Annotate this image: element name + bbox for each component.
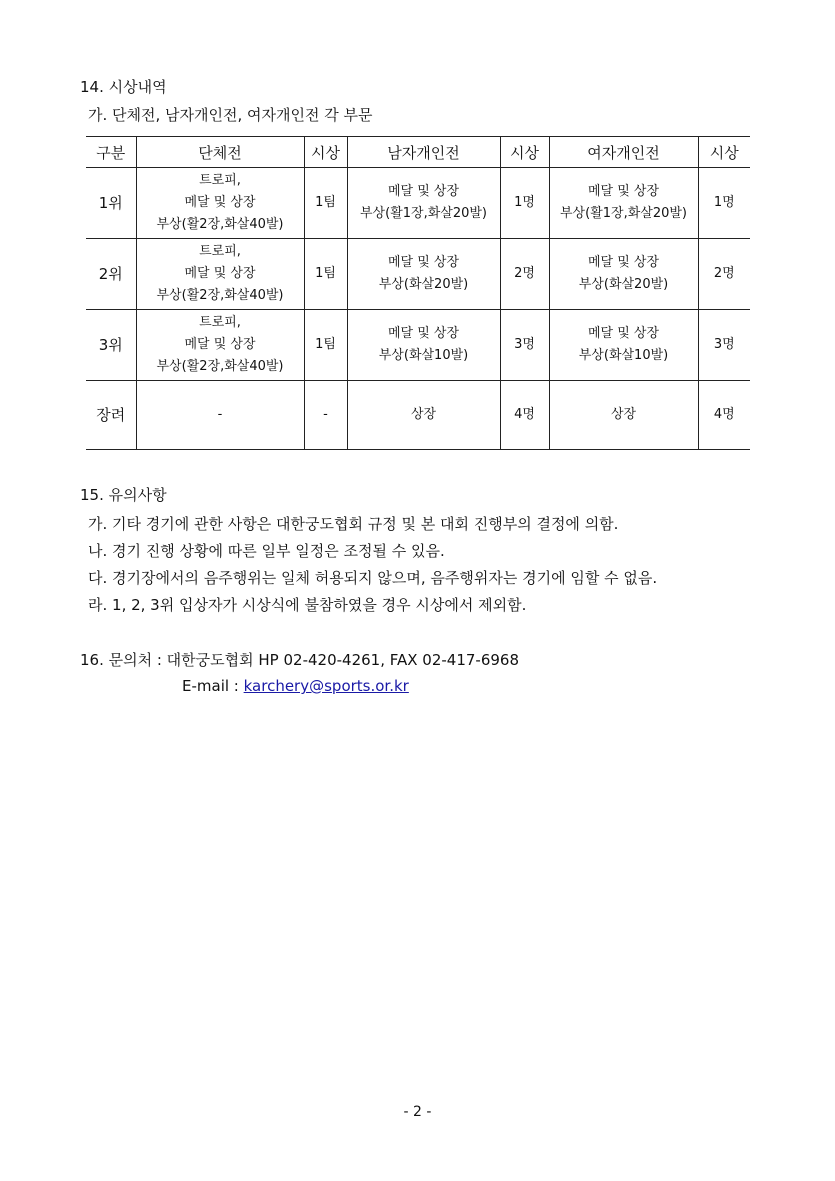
section-14-subtitle: 가. 단체전, 남자개인전, 여자개인전 각 부문 <box>88 106 373 124</box>
women-prize-cell <box>549 381 698 450</box>
header-team: 단체전 <box>136 137 304 168</box>
team-prize-line: - <box>217 407 223 422</box>
notice-item: 나. 경기 진행 상황에 따른 일부 일정은 조정될 수 있음. <box>88 542 445 560</box>
notice-item: 다. 경기장에서의 음주행위는 일체 허용되지 않으며, 음주행위자는 경기에 임할 수 없음. <box>88 569 658 587</box>
team-prize-line: 트로피, <box>199 173 241 188</box>
women-prize-line: 메달 및 상장 <box>587 255 660 270</box>
men-prize-line: 부상(화살20발) <box>378 277 469 292</box>
team-prize-line: 트로피, <box>199 315 241 330</box>
team-award-cell: 1팀 <box>304 310 347 381</box>
team-award-cell: - <box>304 381 347 450</box>
section-16-contact: 16. 문의처 : 대한궁도협회 HP 02-420-4261, FAX 02-417-6968 <box>80 651 520 669</box>
men-award-cell: 3명 <box>500 310 549 381</box>
header-men: 남자개인전 <box>347 137 500 168</box>
men-prize-cell <box>347 310 500 381</box>
women-award-cell: 1명 <box>698 168 750 239</box>
men-prize-cell <box>347 239 500 310</box>
women-prize-line: 부상(화살20발) <box>578 277 669 292</box>
men-award-cell: 1명 <box>500 168 549 239</box>
women-award-cell: 4명 <box>698 381 750 450</box>
header-women-award: 시상 <box>698 137 750 168</box>
women-prize-cell <box>549 310 698 381</box>
page-number: - 2 - <box>403 1104 432 1120</box>
table-row <box>86 239 750 310</box>
table-header-row <box>86 137 750 168</box>
men-prize-line: 상장 <box>410 407 437 422</box>
table-row <box>86 310 750 381</box>
rank-cell: 장려 <box>86 381 136 450</box>
awards-table <box>86 136 750 450</box>
women-prize-line: 메달 및 상장 <box>587 326 660 341</box>
men-award-cell: 2명 <box>500 239 549 310</box>
section-14-title: 14. 시상내역 <box>80 78 167 96</box>
email-label: E-mail : <box>182 677 244 695</box>
team-prize-line: 메달 및 상장 <box>184 195 256 210</box>
women-prize-line: 상장 <box>610 407 637 422</box>
table-row <box>86 381 750 450</box>
header-women: 여자개인전 <box>549 137 698 168</box>
table-row <box>86 168 750 239</box>
team-prize-cell <box>136 168 304 239</box>
team-award-cell: 1팀 <box>304 168 347 239</box>
rank-cell: 3위 <box>86 310 136 381</box>
notice-item: 가. 기타 경기에 관한 사항은 대한궁도협회 규정 및 본 대회 진행부의 결정에 의함. <box>88 515 619 533</box>
rank-cell: 2위 <box>86 239 136 310</box>
men-award-cell: 4명 <box>500 381 549 450</box>
team-prize-cell <box>136 239 304 310</box>
women-award-cell: 2명 <box>698 239 750 310</box>
team-prize-line: 부상(활2장,화살40발) <box>156 217 284 232</box>
email-line <box>182 677 409 695</box>
rank-cell: 1위 <box>86 168 136 239</box>
men-prize-line: 메달 및 상장 <box>387 255 460 270</box>
women-prize-line: 메달 및 상장 <box>587 184 660 199</box>
women-prize-cell <box>549 168 698 239</box>
men-prize-line: 부상(화살10발) <box>378 348 469 363</box>
men-prize-line: 메달 및 상장 <box>387 184 460 199</box>
women-award-cell: 3명 <box>698 310 750 381</box>
team-prize-cell <box>136 310 304 381</box>
header-men-award: 시상 <box>500 137 549 168</box>
notice-item: 라. 1, 2, 3위 입상자가 시상식에 불참하였을 경우 시상에서 제외함. <box>88 596 527 614</box>
email-link[interactable]: karchery@sports.or.kr <box>243 677 409 695</box>
men-prize-cell <box>347 168 500 239</box>
women-prize-line: 부상(활1장,화살20발) <box>560 206 687 221</box>
section-15-title: 15. 유의사항 <box>80 486 167 504</box>
team-award-cell: 1팀 <box>304 239 347 310</box>
women-prize-line: 부상(화살10발) <box>578 348 669 363</box>
header-team-award: 시상 <box>304 137 347 168</box>
men-prize-line: 부상(활1장,화살20발) <box>360 206 487 221</box>
header-category: 구분 <box>86 137 136 168</box>
team-prize-line: 부상(활2장,화살40발) <box>156 288 284 303</box>
team-prize-cell <box>136 381 304 450</box>
team-prize-line: 트로피, <box>199 244 241 259</box>
team-prize-line: 메달 및 상장 <box>184 266 256 281</box>
team-prize-line: 부상(활2장,화살40발) <box>156 359 284 374</box>
men-prize-cell <box>347 381 500 450</box>
men-prize-line: 메달 및 상장 <box>387 326 460 341</box>
women-prize-cell <box>549 239 698 310</box>
team-prize-line: 메달 및 상장 <box>184 337 256 352</box>
